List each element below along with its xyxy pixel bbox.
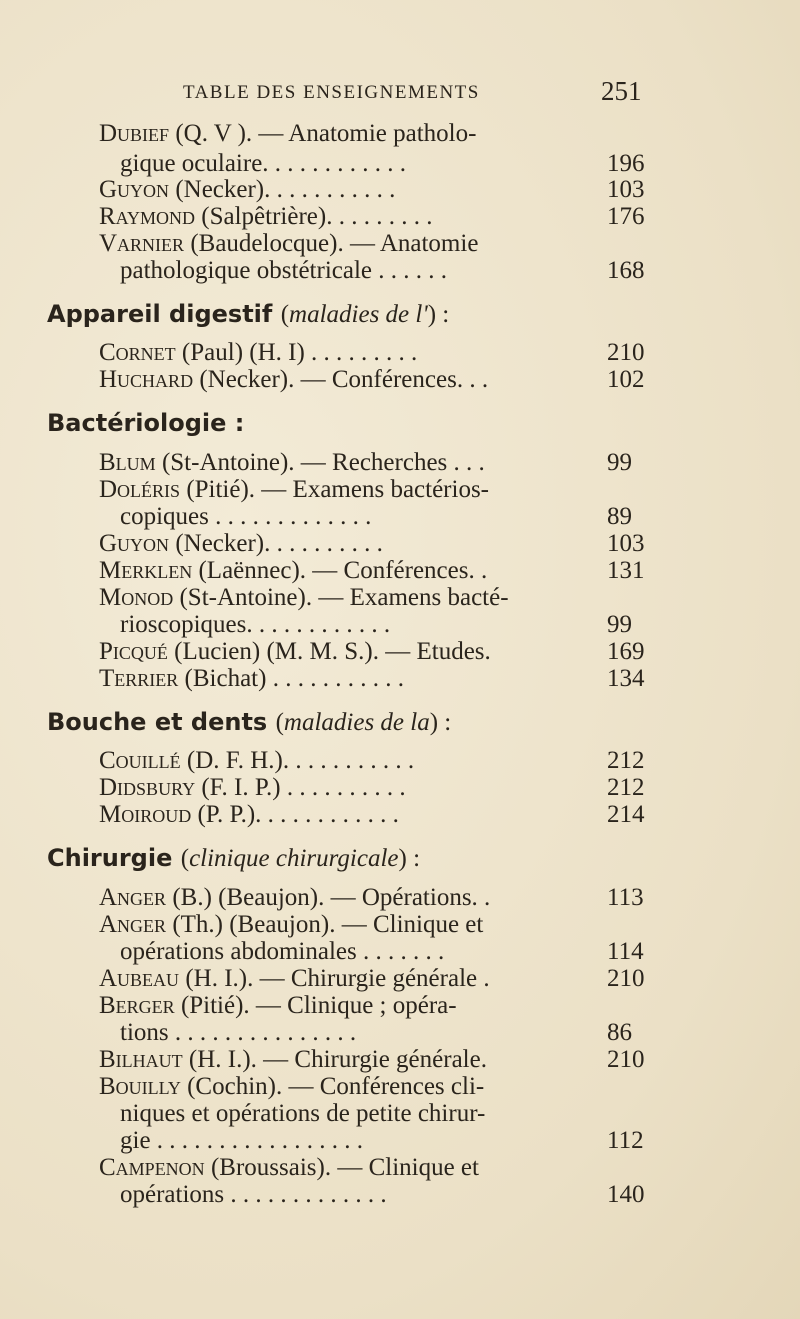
index-entry — [99, 449, 485, 477]
index-entry — [99, 366, 488, 394]
index-entry — [99, 203, 432, 231]
author-name: Couillé — [99, 747, 181, 774]
page-reference: 210 — [607, 965, 645, 992]
author-name: Picqué — [99, 638, 168, 665]
index-entry — [99, 638, 491, 666]
entry-text: (Necker). . . . . . . . . . . — [169, 176, 396, 203]
page-reference: 103 — [607, 530, 645, 557]
index-entry — [99, 230, 478, 258]
entry-text: (Th.) (Beaujon). — Clinique et — [166, 911, 484, 938]
index-entry — [99, 801, 399, 829]
page-reference: 176 — [607, 203, 645, 230]
index-entry — [99, 774, 406, 802]
index-entry — [99, 911, 483, 939]
index-entry — [99, 665, 404, 693]
entry-text: (Salpêtrière). . . . . . . . . — [195, 203, 433, 230]
page-header — [0, 76, 800, 110]
paren-open: ( — [275, 709, 284, 736]
index-entry — [99, 557, 487, 585]
author-name: Merklen — [99, 557, 193, 584]
page-reference: 131 — [607, 557, 645, 584]
page-reference: 168 — [607, 257, 645, 284]
author-name: Blum — [99, 449, 156, 476]
index-entry — [99, 992, 457, 1020]
entry-text: (Necker). — Conférences. . . — [193, 366, 489, 393]
entry-continuation: opérations . . . . . . . . . . . . . — [120, 1181, 387, 1208]
entry-text: (F. I. P.) . . . . . . . . . . — [195, 774, 406, 801]
entry-continuation: tions . . . . . . . . . . . . . . . — [120, 1019, 357, 1046]
page-reference: 89 — [607, 503, 632, 530]
section-heading-title: Bouche et dents — [47, 708, 276, 736]
author-name: Aubeau — [99, 965, 180, 992]
qualifier-italic: maladies de la — [283, 709, 430, 736]
index-entry — [99, 747, 414, 775]
author-name: Raymond — [99, 203, 196, 230]
index-entry — [99, 339, 417, 367]
entry-continuation: gique oculaire. . . . . . . . . . . . — [120, 150, 407, 177]
author-name: Dubief — [99, 120, 170, 147]
entry-text: (Pitié). — Clinique ; opéra- — [174, 992, 457, 1019]
section-heading — [47, 300, 449, 329]
author-name: Huchard — [99, 366, 194, 393]
author-name: Varnier — [99, 230, 185, 257]
author-name: Campenon — [99, 1154, 205, 1181]
page-reference: 212 — [607, 774, 645, 801]
entry-text: (D. F. H.). . . . . . . . . . . — [180, 747, 415, 774]
entry-text: (B.) (Beaujon). — Opérations. . — [166, 884, 491, 911]
page-reference: 113 — [607, 884, 644, 911]
index-entry — [99, 584, 509, 612]
paren-close: ) : — [429, 709, 452, 736]
entry-text: (Necker). . . . . . . . . . — [169, 530, 383, 557]
index-entry — [99, 176, 395, 204]
page-reference: 112 — [607, 1127, 644, 1154]
page-reference: 210 — [607, 1046, 645, 1073]
author-name: Cornet — [99, 339, 176, 366]
entry-text: (Paul) (H. I) . . . . . . . . . — [175, 339, 418, 366]
paren-open: ( — [180, 845, 190, 872]
entry-text: (Laënnec). — Conférences. . — [192, 557, 488, 584]
section-heading-title: Appareil digestif — [47, 300, 281, 328]
entry-text: (P. P.). . . . . . . . . . . . — [191, 801, 399, 828]
entry-text: (Lucien) (M. M. S.). — Etudes. — [167, 638, 491, 665]
entry-text: (Broussais). — Clinique et — [204, 1154, 479, 1181]
author-name: Guyon — [99, 530, 170, 557]
page-reference: 210 — [607, 339, 645, 366]
section-heading — [47, 409, 244, 437]
section-heading-qualifier — [181, 845, 420, 872]
author-name: Moiroud — [99, 801, 192, 828]
page-reference: 212 — [607, 747, 645, 774]
page-reference: 140 — [607, 1181, 645, 1208]
index-entry — [99, 476, 489, 504]
qualifier-italic: clinique chirurgicale — [189, 845, 399, 872]
section-heading — [47, 708, 451, 737]
entry-text: (H. I.). — Chirurgie générale . — [179, 965, 490, 992]
author-name: Guyon — [99, 176, 170, 203]
entry-text: (Pitié). — Examens bactérios- — [180, 476, 489, 503]
index-entry — [99, 965, 490, 993]
index-entry — [99, 884, 490, 912]
page-number: 251 — [601, 76, 642, 106]
paren-close: ) : — [398, 845, 421, 872]
index-entry — [99, 120, 476, 148]
entry-continuation: copiques . . . . . . . . . . . . . — [120, 503, 372, 530]
page-reference: 196 — [607, 150, 645, 177]
entry-continuation: niques et opérations de petite chirur- — [120, 1100, 486, 1127]
author-name: Terrier — [99, 665, 179, 692]
page-reference: 99 — [607, 611, 632, 638]
page-reference: 114 — [607, 938, 644, 965]
author-name: Anger — [99, 884, 167, 911]
author-name: Didsbury — [99, 774, 196, 801]
entry-text: (Cochin). — Conférences cli- — [180, 1073, 485, 1100]
author-name: Bouilly — [99, 1073, 181, 1100]
qualifier-italic: maladies de l' — [289, 301, 428, 328]
entry-text: (Q. V ). — Anatomie patholo- — [169, 120, 477, 147]
author-name: Berger — [99, 992, 175, 1019]
index-entry — [99, 1046, 487, 1074]
section-heading-qualifier — [281, 301, 450, 328]
page-reference: 214 — [607, 801, 645, 828]
section-heading-qualifier — [276, 709, 452, 736]
index-entry — [99, 530, 383, 558]
paren-close: ) : — [427, 301, 450, 328]
author-name: Doléris — [99, 476, 181, 503]
author-name: Bilhaut — [99, 1046, 183, 1073]
page-reference: 103 — [607, 176, 645, 203]
running-title: TABLE DES ENSEIGNEMENTS — [183, 82, 480, 103]
page-reference: 169 — [607, 638, 645, 665]
entry-text: (Bichat) . . . . . . . . . . . — [178, 665, 404, 692]
author-name: Anger — [99, 911, 167, 938]
section-heading-title: Bactériologie : — [47, 409, 245, 437]
index-entry — [99, 1073, 484, 1101]
page-reference: 134 — [607, 665, 645, 692]
paren-open: ( — [280, 301, 290, 328]
page-reference: 99 — [607, 449, 632, 476]
entry-text: (Baudelocque). — Anatomie — [184, 230, 479, 257]
section-heading — [47, 844, 420, 873]
index-entry — [99, 1154, 479, 1182]
entry-text: (St-Antoine). — Recherches . . . — [155, 449, 485, 476]
entry-continuation: gie . . . . . . . . . . . . . . . . . — [120, 1127, 364, 1154]
entry-text: (St-Antoine). — Examens bacté- — [173, 584, 509, 611]
section-heading-title: Chirurgie — [47, 844, 181, 872]
page-reference: 86 — [607, 1019, 632, 1046]
page-reference: 102 — [607, 366, 645, 393]
entry-continuation: pathologique obstétricale . . . . . . — [120, 257, 448, 284]
entry-continuation: rioscopiques. . . . . . . . . . . . — [120, 611, 391, 638]
entry-continuation: opérations abdominales . . . . . . . — [120, 938, 445, 965]
entry-text: (H. I.). — Chirurgie générale. — [182, 1046, 487, 1073]
author-name: Monod — [99, 584, 174, 611]
